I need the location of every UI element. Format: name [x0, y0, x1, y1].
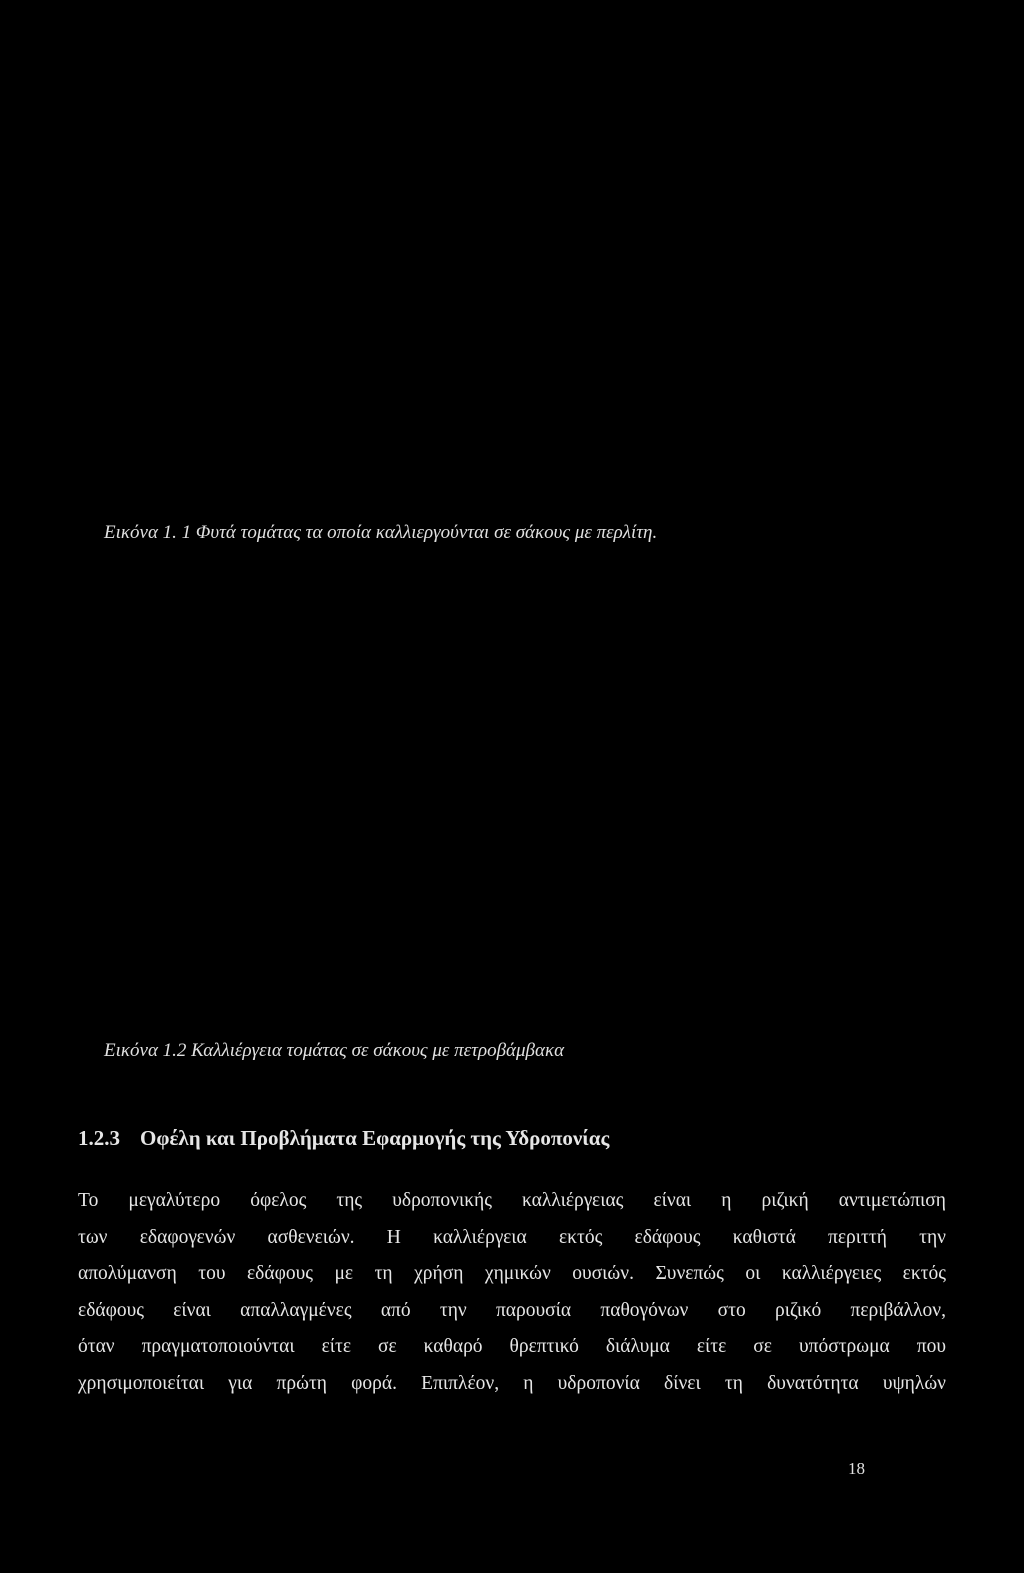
body-line: όταν πραγματοποιούνται είτε σε καθαρό θρεπτικό διάλυμα είτε σε υπόστρωμα που [78, 1336, 946, 1357]
figure-2-image [80, 560, 944, 1020]
body-line: εδάφους είναι απαλλαγμένες από την παρουσία παθογόνων στο ριζικό περιβάλλον, [78, 1299, 946, 1321]
page-number: 18 [848, 1459, 865, 1478]
body-paragraph [78, 1183, 946, 1402]
body-line: χρησιμοποιείται για πρώτη φορά. Επιπλέον, η υδροπονία δίνει τη δυνατότητα υψηλών [78, 1372, 946, 1394]
section-heading [78, 1126, 609, 1151]
body-line: απολύμανση του εδάφους με τη χρήση χημικών ουσιών. Συνεπώς οι καλλιέργειες εκτός [78, 1263, 946, 1284]
figure-1-caption: Εικόνα 1. 1 Φυτά τομάτας τα οποία καλλιεργούνται σε σάκους με περλίτη. [104, 522, 658, 543]
body-line: Το μεγαλύτερο όφελος της υδροπονικής καλλιέργειας είναι η ριζική αντιμετώπιση [78, 1190, 946, 1211]
figure-1-image [80, 40, 944, 500]
section-title: Οφέλη και Προβλήματα Εφαρμογής της Υδροπονίας [140, 1126, 610, 1150]
body-line: των εδαφογενών ασθενειών. Η καλλιέργεια εκτός εδάφους καθιστά περιττή την [78, 1226, 946, 1248]
section-number: 1.2.3 [78, 1126, 120, 1150]
figure-2-caption: Εικόνα 1.2 Καλλιέργεια τομάτας σε σάκους με πετροβάμβακα [104, 1040, 565, 1061]
